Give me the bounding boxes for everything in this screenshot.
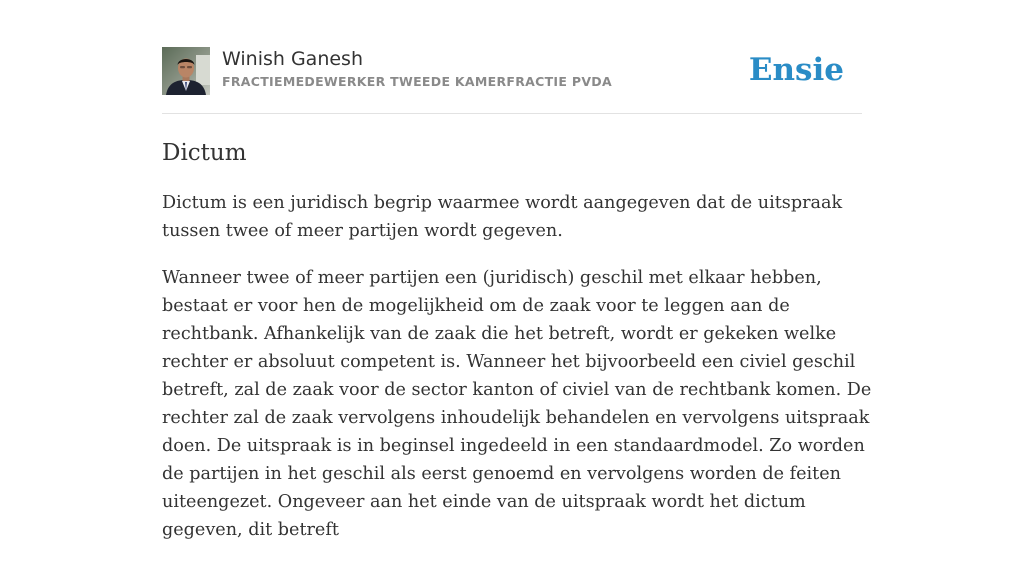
article-paragraph-2: Wanneer twee of meer partijen een (juridisch) geschil met elkaar hebben, bestaat er voor hen de mogelijkheid om de zaak voor te leggen aan de rechtbank. Afhankelijk van de zaak die het betreft, wordt er gekeken welke rechter er absoluut competent is. Wanneer het bijvoorbeeld een civiel geschil betreft, zal de zaak voor de sector kanton of civiel van de rechtbank komen. De rechter zal de zaak vervolgens inhoudelijk behandelen en vervolgens uitspraak doen. De uitspraak is in beginsel ingedeeld in een standaardmodel. Zo worden de partijen in het geschil als eerst genoemd en vervolgens worden de feiten uiteengezet. Ongeveer aan het einde van de uitspraak wordt het dictum gegeven, dit betreft	[162, 268, 872, 540]
author-header	[162, 47, 862, 95]
article-title: Dictum	[162, 140, 247, 166]
header-divider	[162, 113, 862, 114]
article	[162, 137, 874, 563]
person-photo-avatar-icon	[162, 47, 210, 95]
author-name[interactable]: Winish Ganesh	[222, 48, 363, 70]
author-avatar[interactable]	[162, 47, 210, 95]
article-paragraph-1: Dictum is een juridisch begrip waarmee wordt aangegeven dat de uitspraak tussen twee of meer partijen wordt gegeven.	[162, 193, 843, 241]
ensie-logo[interactable]: Ensie	[748, 52, 844, 88]
author-role: FRACTIEMEDEWERKER TWEEDE KAMERFRACTIE PVDA	[222, 74, 612, 89]
